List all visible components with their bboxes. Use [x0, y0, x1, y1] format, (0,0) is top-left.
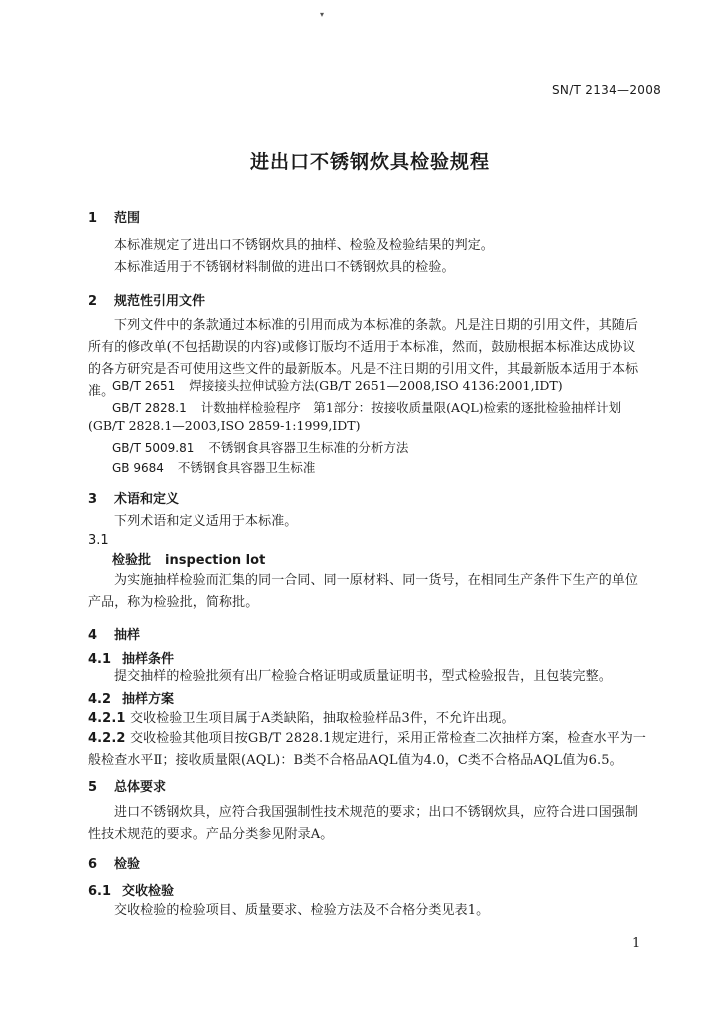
section-3-heading: [88, 488, 179, 507]
clause-4-1-heading: [88, 648, 174, 667]
clause-title: 交收检验: [122, 884, 175, 899]
page-number: 1: [632, 936, 641, 951]
section-title: 总体要求: [114, 780, 167, 795]
clause-text: 交收检验卫生项目属于A类缺陷，抽取检验样品3件，不允许出现。: [130, 711, 515, 726]
general-requirements-text: 进口不锈钢炊具，应符合我国强制性技术规范的要求；出口不锈钢炊具，应符合进口国强制性技术规范的要求。产品分类参见附录A。: [88, 805, 639, 842]
clause-number: 4.2.1: [88, 711, 126, 726]
reference-text: 不锈钢食具容器卫生标准的分析方法: [208, 440, 409, 455]
reference-code: GB 9684: [112, 461, 164, 475]
standard-code: SN/T 2134—2008: [552, 83, 662, 97]
clause-3-1-number: 3.1: [88, 533, 109, 548]
section-number: 5: [88, 780, 98, 795]
section-6-heading: [88, 853, 140, 872]
term-english: inspection lot: [165, 553, 266, 568]
reference-text: 不锈钢食具容器卫生标准: [177, 460, 316, 475]
scope-paragraph-1: 本标准规定了进出口不锈钢炊具的抽样、检验及检验结果的判定。: [114, 238, 494, 253]
reference-item: [112, 398, 621, 416]
reference-continuation: [88, 418, 360, 433]
term-chinese: 检验批: [112, 553, 152, 568]
reference-code: GB/T 2828.1: [112, 401, 187, 415]
clause-4-2-heading: [88, 688, 174, 707]
reference-code: GB/T 5009.81: [112, 441, 195, 455]
clause-4-2-1: [88, 708, 648, 730]
reference-item: [112, 376, 563, 394]
section-title: 术语和定义: [114, 492, 180, 507]
sampling-conditions-text: 提交抽样的检验批须有出厂检验合格证明或质量证明书，型式检验报告，且包装完整。: [114, 669, 612, 684]
clause-number: 4.1: [88, 652, 112, 667]
clause-number: 4.2.2: [88, 731, 126, 746]
section-1-heading: [88, 207, 140, 226]
clause-title: 抽样条件: [122, 652, 175, 667]
term-entry: [112, 552, 265, 569]
section-5-heading: [88, 776, 166, 795]
reference-item: [112, 438, 408, 456]
section-number: 1: [88, 211, 98, 226]
clause-text: 交收检验其他项目按GB/T 2828.1规定进行，采用正常检查二次抽样方案，检查水平为一般检查水平Ⅱ；接收质量限(AQL)：B类不合格品AQL值为4.0，C类不合格品AQL值为6.5。: [88, 731, 647, 768]
clause-title: 抽样方案: [122, 692, 175, 707]
section-2-heading: [88, 290, 205, 309]
section-title: 检验: [114, 857, 141, 872]
section-number: 6: [88, 857, 98, 872]
clause-6-1-heading: [88, 880, 174, 899]
normative-intro-paragraph: 下列文件中的条款通过本标准的引用而成为本标准的条款。凡是注日期的引用文件，其随后所有的修改单(不包括勘误的内容)或修订版均不适用于本标准，然而，鼓励根据本标准达成协议的各方研究是否可使用这些文件的最新版本。凡是不注日期的引用文件，其最新版本适用于本标准。: [88, 318, 639, 399]
reference-text: (GB/T 2828.1—2003,ISO 2859-1:1999,IDT): [88, 418, 361, 433]
section-4-heading: [88, 624, 140, 643]
scope-paragraph-2: 本标准适用于不锈钢材料制做的进出口不锈钢炊具的检验。: [114, 260, 455, 275]
section-number: 3: [88, 492, 98, 507]
section-number: 2: [88, 294, 98, 309]
page-title: 进出口不锈钢炊具检验规程: [250, 151, 491, 173]
section-number: 4: [88, 628, 98, 643]
clause-number: 4.2: [88, 692, 112, 707]
reference-item: [112, 458, 315, 476]
reference-code: GB/T 2651: [112, 379, 176, 393]
clause-4-2-2: [88, 728, 648, 772]
term-definition: 为实施抽样检验而汇集的同一合同、同一原材料、同一货号，在相同生产条件下生产的单位产品，称为检验批，简称批。: [88, 573, 639, 610]
acceptance-inspection-text: 交收检验的检验项目、质量要求、检验方法及不合格分类见表1。: [114, 903, 490, 918]
reference-text: 焊接接头拉伸试验方法(GB/T 2651—2008,ISO 4136:2001,IDT): [189, 378, 563, 393]
terms-intro: 下列术语和定义适用于本标准。: [114, 514, 298, 529]
reference-text: 计数抽样检验程序 第1部分：按接收质量限(AQL)检索的逐批检验抽样计划: [200, 400, 622, 415]
scan-mark: ▾: [320, 10, 325, 19]
section-title: 抽样: [114, 628, 141, 643]
clause-number: 6.1: [88, 884, 112, 899]
section-title: 规范性引用文件: [114, 294, 206, 309]
section-title: 范围: [114, 211, 141, 226]
